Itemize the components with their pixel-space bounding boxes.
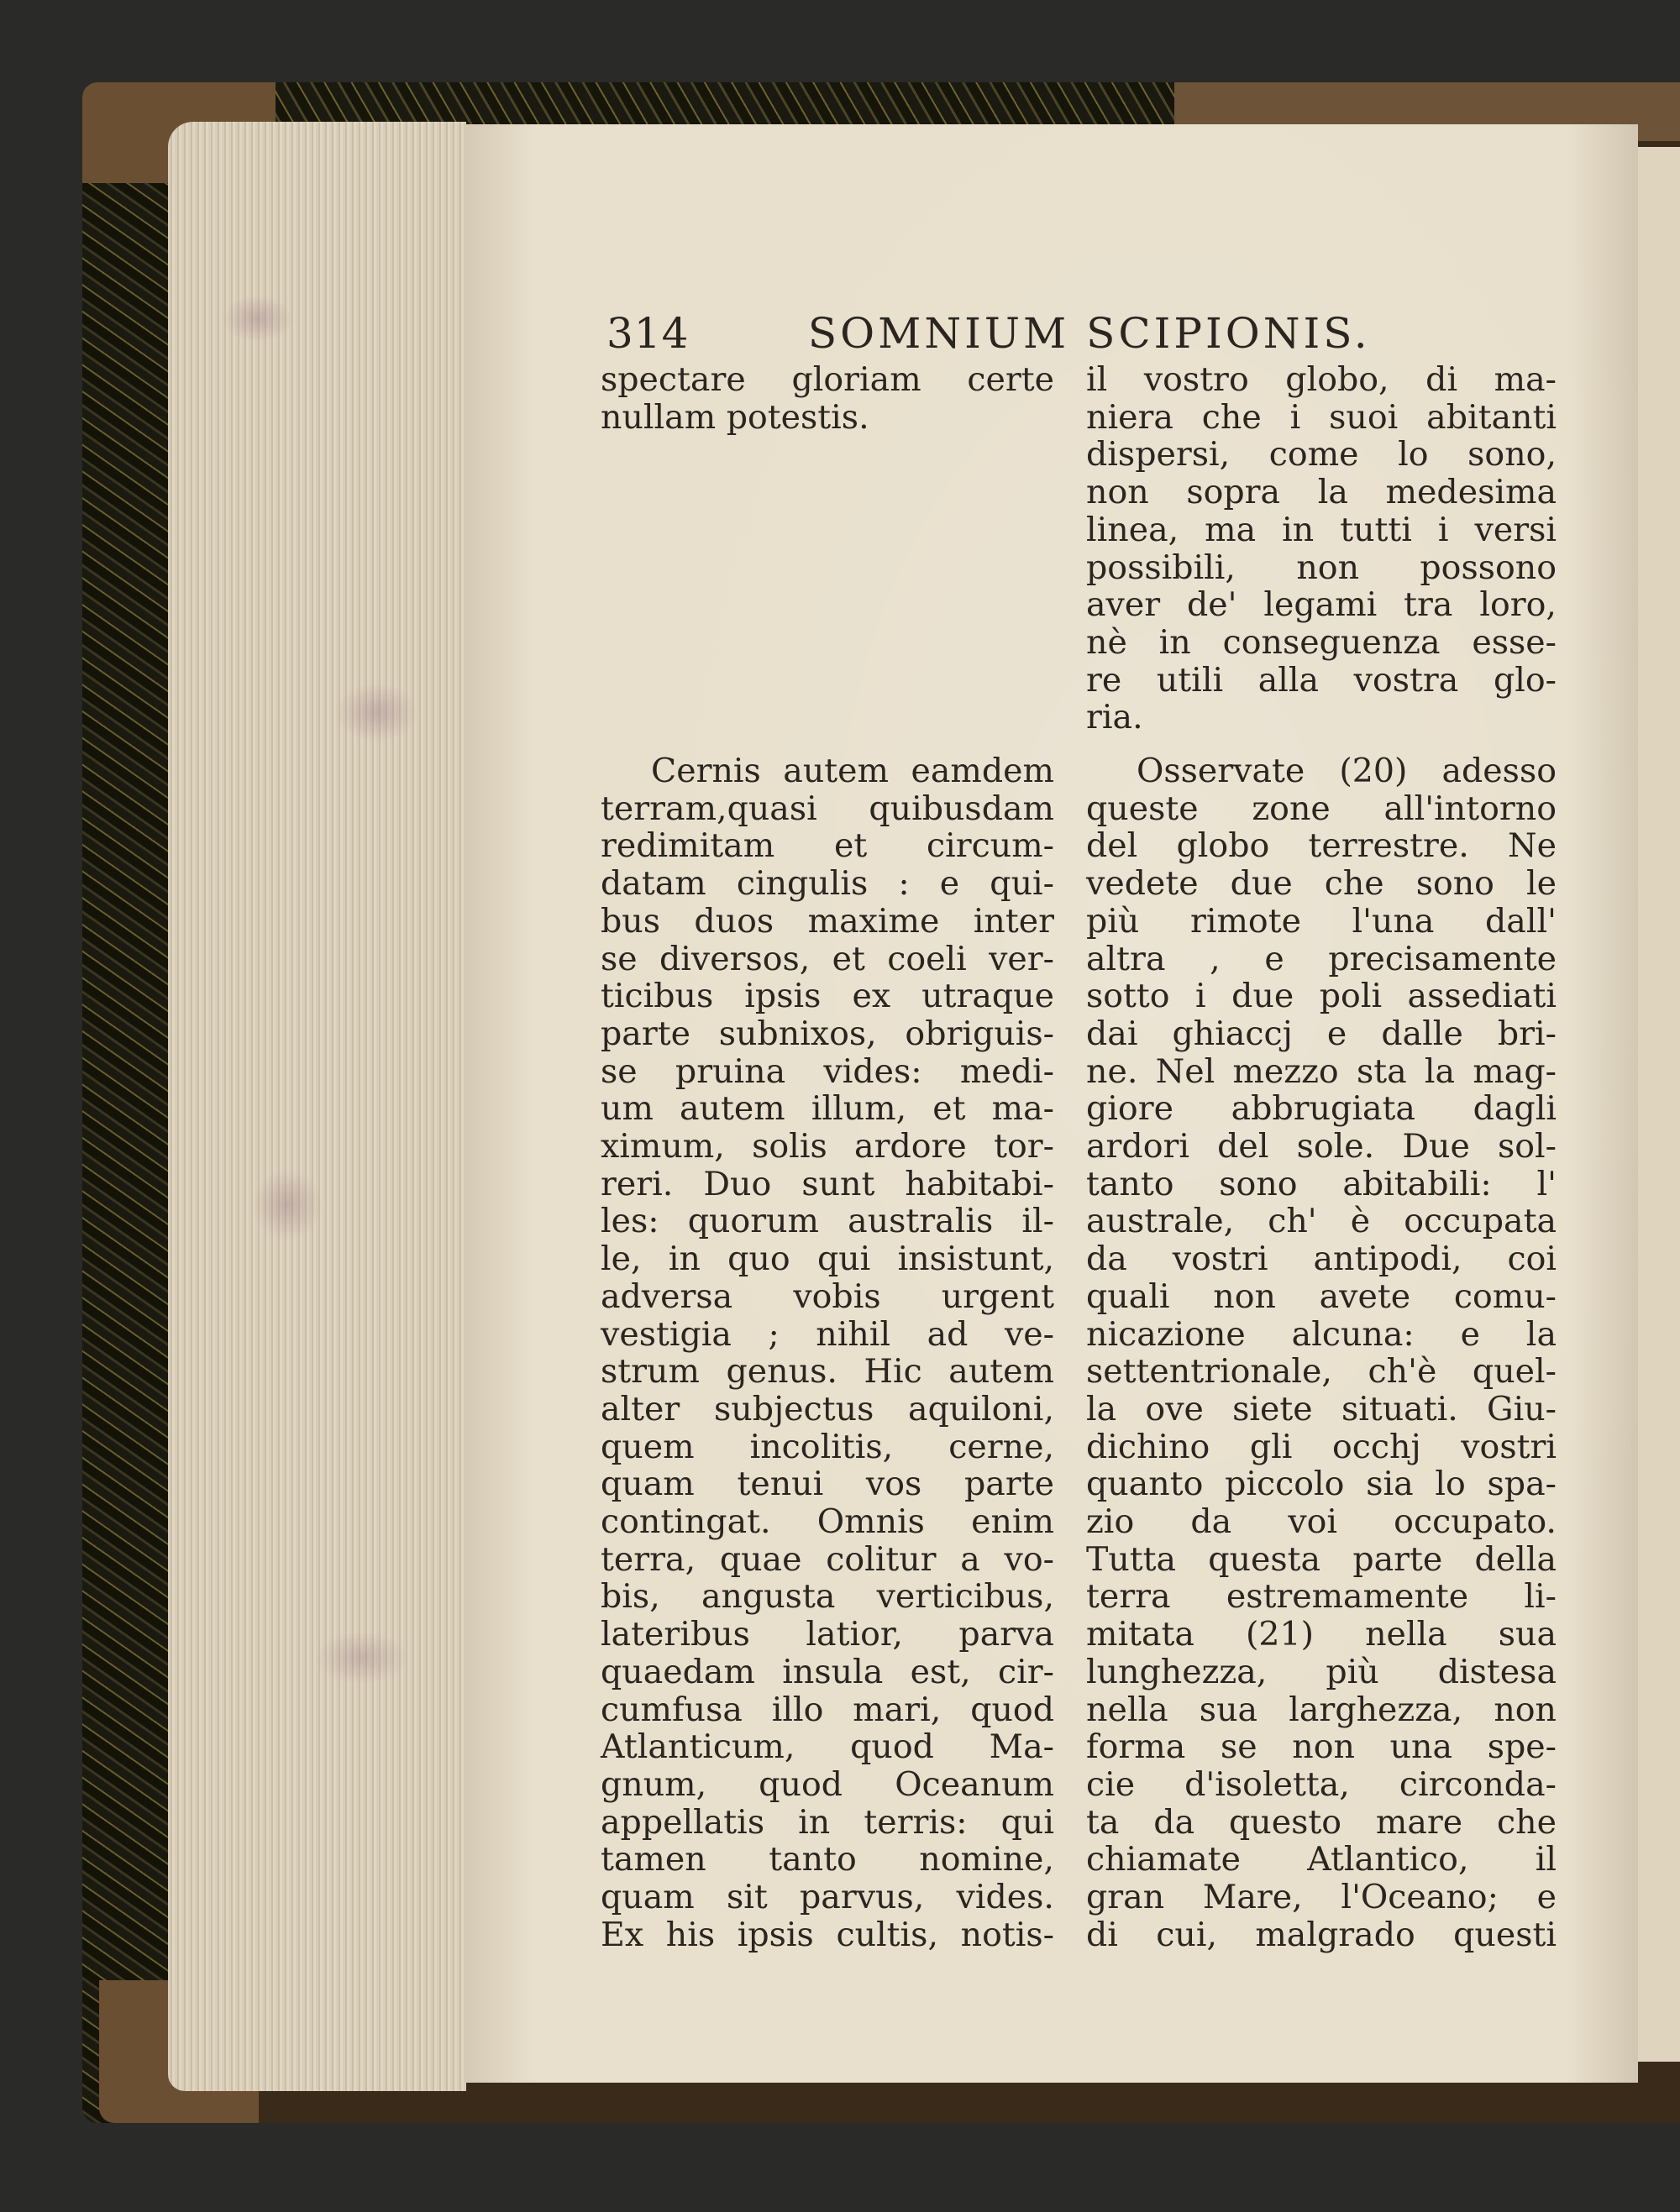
text-line: Cernis autem eamdem — [651, 752, 1054, 790]
text-line: più rimote l'una dall' — [1086, 901, 1557, 941]
text-line: aver de' legami tra loro, — [1086, 585, 1557, 625]
text-line: le, in quo qui insistunt, — [601, 1240, 1054, 1279]
text-line: reri. Duo sunt habitabi- — [601, 1164, 1054, 1203]
page-number: 314 — [606, 309, 690, 358]
text-line: forma se non una spe- — [1086, 1727, 1557, 1767]
text-line: gnum, quod Oceanum — [601, 1764, 1054, 1804]
text-line: dichino gli occhj vostri — [1086, 1427, 1557, 1466]
text-line: spectare gloriam certe — [601, 360, 1054, 399]
text-line: ria. — [1086, 698, 1143, 737]
text-line: Tutta questa parte della — [1086, 1539, 1557, 1579]
text-line: zio da voi occupato. — [1086, 1502, 1557, 1542]
text-line: ta da questo mare che — [1086, 1802, 1557, 1842]
text-line: altra , e precisamente — [1086, 939, 1557, 978]
latin-text-top — [601, 361, 1054, 436]
text-line: il vostro globo, di ma- — [1086, 360, 1557, 399]
text-line: parte subnixos, obriguis- — [601, 1014, 1054, 1053]
text-line: bis, angusta verticibus, — [601, 1577, 1054, 1617]
text-line: di cui, malgrado questi — [1086, 1915, 1557, 1954]
text-line: mitata (21) nella sua — [1086, 1615, 1557, 1654]
text-line: se pruina vides: medi- — [601, 1051, 1054, 1091]
text-line: dispersi, come lo sono, — [1086, 435, 1557, 474]
text-line: adversa vobis urgent — [601, 1276, 1054, 1316]
text-line: contingat. Omnis enim — [601, 1502, 1054, 1542]
text-line: possibili, non possono — [1086, 548, 1557, 587]
text-line: dai ghiaccj e dalle bri- — [1086, 1014, 1557, 1053]
text-line: bus duos maxime inter — [601, 901, 1054, 941]
italian-text-main — [1086, 752, 1557, 1954]
text-line: lateribus latior, parva — [601, 1615, 1054, 1654]
text-line: Atlanticum, quod Ma- — [601, 1727, 1054, 1767]
text-line: linea, ma in tutti i versi — [1086, 510, 1557, 549]
text-line: quali non avete comu- — [1086, 1276, 1557, 1316]
latin-text-main — [601, 752, 1054, 1954]
text-line: sotto i due poli assediati — [1086, 977, 1557, 1016]
text-line: redimitam et circum- — [601, 826, 1054, 866]
text-line: Ex his ipsis cultis, notis- — [601, 1915, 1054, 1954]
text-line: quanto piccolo sia lo spa- — [1086, 1465, 1557, 1504]
text-line: quam tenui vos parte — [601, 1465, 1054, 1504]
text-line: queste zone all'intorno — [1086, 789, 1557, 828]
text-line: gran Mare, l'Oceano; e — [1086, 1878, 1557, 1917]
text-line: vedete due che sono le — [1086, 864, 1557, 904]
text-line: alter subjectus aquiloni, — [601, 1389, 1054, 1428]
page-fore-edge — [168, 122, 466, 2091]
text-line: nella sua larghezza, non — [1086, 1690, 1557, 1729]
text-line: ne. Nel mezzo sta la mag- — [1086, 1051, 1557, 1091]
text-line: terram,quasi quibusdam — [601, 789, 1054, 828]
italian-text-top — [1086, 361, 1557, 736]
text-line: tanto sono abitabili: l' — [1086, 1164, 1557, 1203]
text-line: re utili alla vostra glo- — [1086, 660, 1557, 700]
text-line: del globo terrestre. Ne — [1086, 826, 1557, 866]
text-line: quem incolitis, cerne, — [601, 1427, 1054, 1466]
text-line: ardori del sole. Due sol- — [1086, 1127, 1557, 1166]
text-line: chiamate Atlantico, il — [1086, 1840, 1557, 1879]
text-line: da vostri antipodi, coi — [1086, 1240, 1557, 1279]
text-line: nè in conseguenza esse- — [1086, 622, 1557, 662]
text-line: cie d'isoletta, circonda- — [1086, 1764, 1557, 1804]
text-line: strum genus. Hic autem — [601, 1352, 1054, 1392]
text-line: ximum, solis ardore tor- — [601, 1127, 1054, 1166]
text-line: um autem illum, et ma- — [601, 1089, 1054, 1129]
text-line: quaedam insula est, cir- — [601, 1652, 1054, 1691]
page-header — [606, 309, 1547, 358]
text-line: Osservate (20) adesso — [1137, 752, 1557, 790]
text-line: datam cingulis : e qui- — [601, 864, 1054, 904]
text-line: nicazione alcuna: e la — [1086, 1314, 1557, 1354]
text-line: australe, ch' è occupata — [1086, 1202, 1557, 1241]
text-line: appellatis in terris: qui — [601, 1802, 1054, 1842]
running-title: SOMNIUM SCIPIONIS. — [807, 309, 1371, 358]
text-line: nullam potestis. — [601, 397, 869, 437]
text-line: settentrionale, ch'è quel- — [1086, 1352, 1557, 1392]
text-line: terra, quae colitur a vo- — [601, 1539, 1054, 1579]
text-line: vestigia ; nihil ad ve- — [601, 1314, 1054, 1354]
text-line: ticibus ipsis ex utraque — [601, 977, 1054, 1016]
text-line: terra estremamente li- — [1086, 1577, 1557, 1617]
text-line: quam sit parvus, vides. — [601, 1878, 1054, 1917]
text-line: se diversos, et coeli ver- — [601, 939, 1054, 978]
facing-page-edge — [1634, 147, 1680, 2062]
text-line: non sopra la medesima — [1086, 473, 1557, 512]
text-line: cumfusa illo mari, quod — [601, 1690, 1054, 1729]
text-line: tamen tanto nomine, — [601, 1840, 1054, 1879]
text-line: la ove siete situati. Giu- — [1086, 1389, 1557, 1428]
text-line: niera che i suoi abitanti — [1086, 397, 1557, 437]
text-line: lunghezza, più distesa — [1086, 1652, 1557, 1691]
text-line: les: quorum australis il- — [601, 1202, 1054, 1241]
text-line: giore abbrugiata dagli — [1086, 1089, 1557, 1129]
